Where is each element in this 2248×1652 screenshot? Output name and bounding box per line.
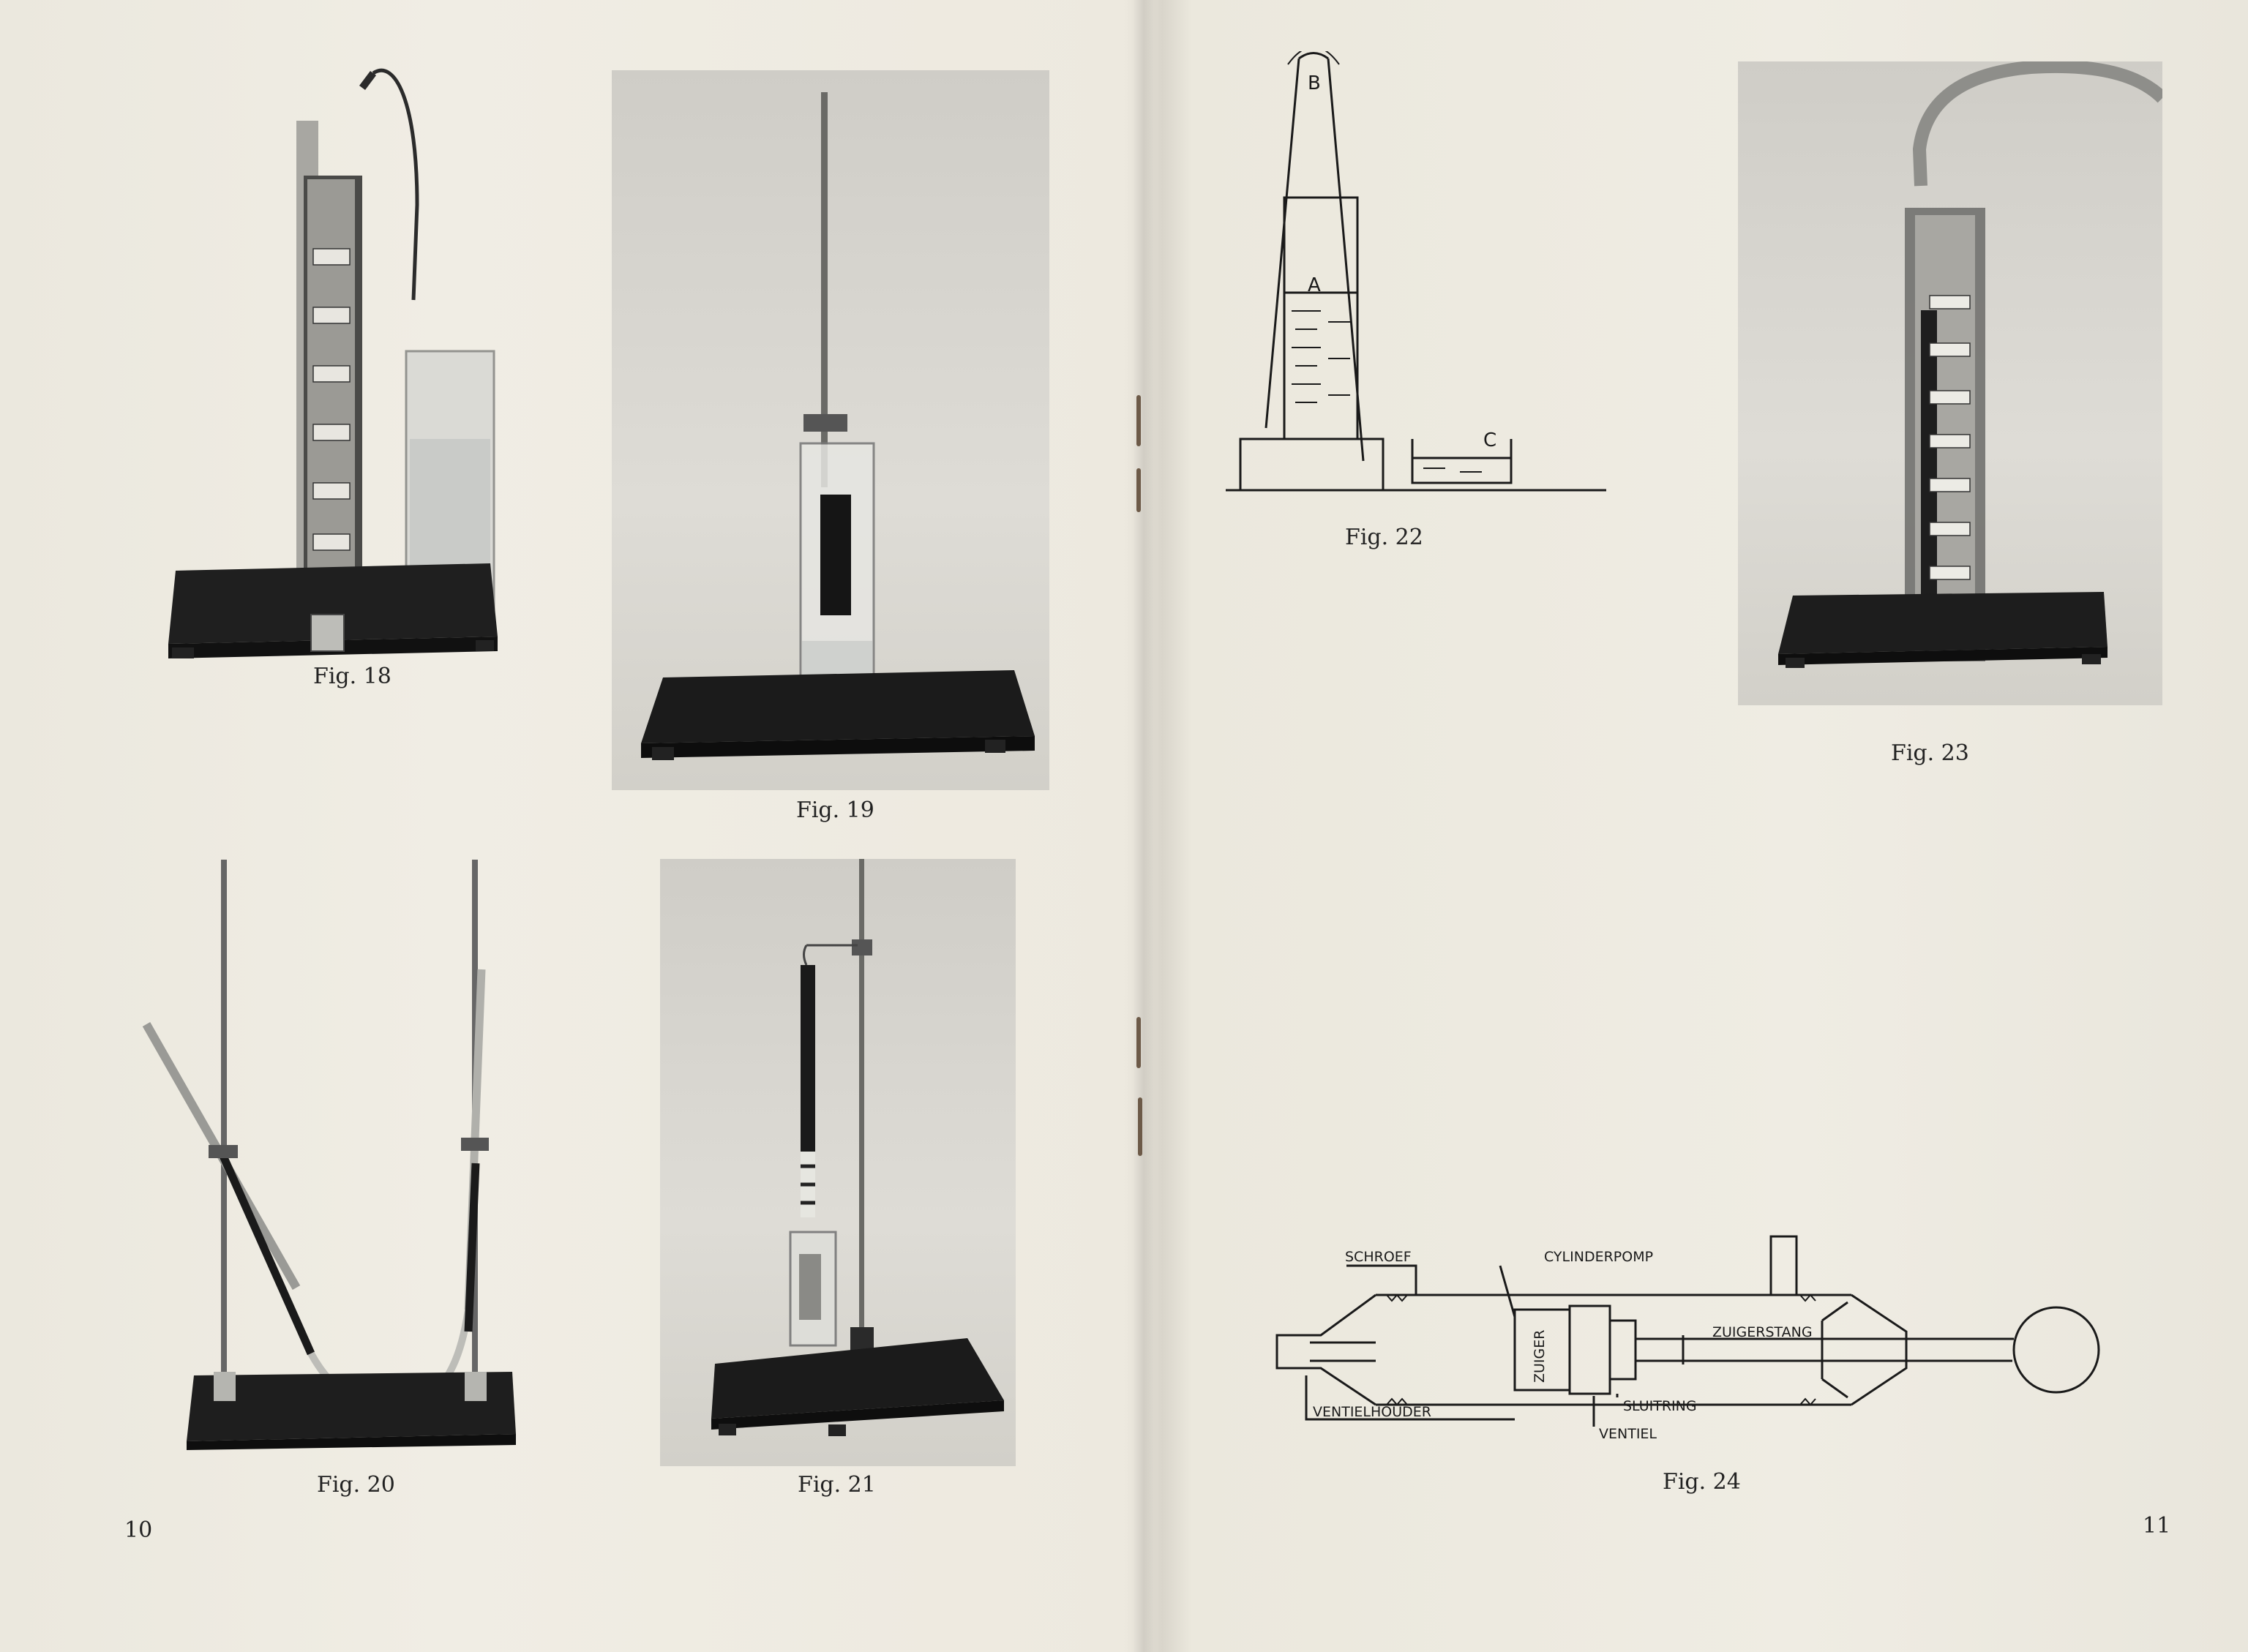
- fig18-caption: Fig. 18: [313, 664, 391, 689]
- fig21-photo: [660, 859, 1016, 1466]
- fig24-diagram: [1266, 1222, 2115, 1456]
- fig23-caption: Fig. 23: [1891, 740, 1969, 766]
- fig19-caption: Fig. 19: [796, 797, 874, 823]
- fig24-label-schroef: SCHROEF: [1345, 1249, 1412, 1265]
- fig24-label-cylinderpomp: CYLINDERPOMP: [1544, 1249, 1654, 1265]
- fig24-label-zuiger: ZUIGER: [1532, 1329, 1548, 1383]
- fig22-label-c: C: [1483, 429, 1497, 451]
- fig22-label-b: B: [1308, 72, 1321, 94]
- fig22-diagram: [1226, 51, 1606, 505]
- fig21-caption: Fig. 21: [798, 1472, 876, 1498]
- right-page: [1142, 0, 2248, 1652]
- fig24-label-zuigerstang: ZUIGERSTANG: [1712, 1324, 1813, 1340]
- fig24-label-ventielhouder: VENTIELHOUDER: [1313, 1404, 1432, 1420]
- fig24-caption: Fig. 24: [1663, 1469, 1741, 1495]
- fig22-label-a: A: [1308, 274, 1321, 296]
- fig24-label-sluitring: SLUITRING: [1623, 1398, 1697, 1414]
- fig23-photo: [1738, 61, 2162, 705]
- fig18-photo: [154, 59, 512, 658]
- fig20-caption: Fig. 20: [317, 1472, 395, 1498]
- fig22-caption: Fig. 22: [1345, 525, 1423, 550]
- fig19-photo: [612, 70, 1049, 790]
- left-page-number: 10: [124, 1517, 153, 1543]
- fig20-photo: [132, 856, 542, 1456]
- right-page-number: 11: [2143, 1513, 2171, 1539]
- fig24-label-ventiel: VENTIEL: [1599, 1426, 1657, 1442]
